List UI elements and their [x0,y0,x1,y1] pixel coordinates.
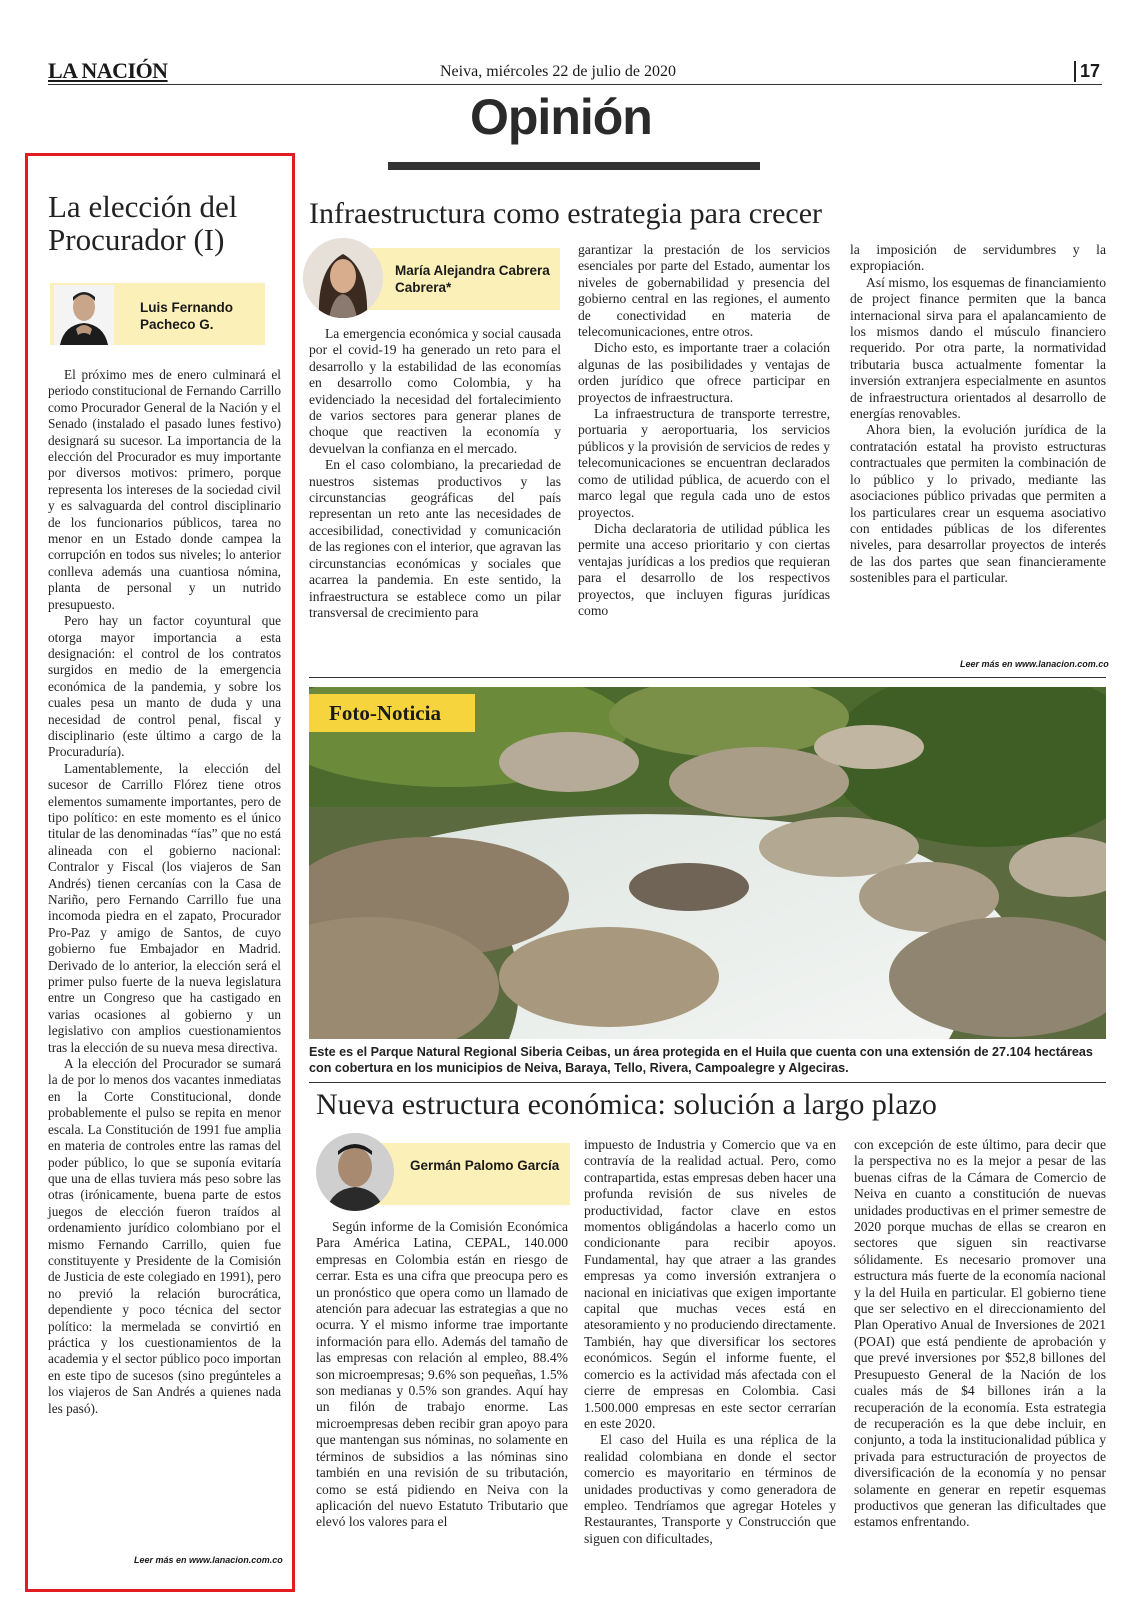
left-article-body [48,367,281,1417]
river-photo [309,687,1106,1039]
foto-noticia-tag: Foto-Noticia [309,694,475,732]
left-article-byline [50,283,265,345]
dateline: Neiva, miércoles 22 de julio de 2020 [440,63,676,80]
paragraph: con excepción de este último, para decir que la perspectiva no es la mejor a pesar de las buenas cifras de la Cámara de Comercio de Neiva en cuanto a constitución de nuevas unidades productivas en el primer semestre de 2020 porque muchas de ellas se crearon en sectores que siguen sin reactivarse sólidamente. Es necesario promover una estructura más fuerte de la economía nacional y la del Huila en particular. El gobierno tiene que ser selectivo en el direccionamiento del Plan Operativo Anual de Inversiones de 2021 (POAI) que está pendiente de aprobación y que prevé inversiones por $52,8 billones del Presupuesto General de la Nación de los cuales más de $4 billones irán a la recuperación de la economía. Esta estrategia de recuperación es la que debe incluir, en conjunto, a toda la institucionalidad pública y privada para estructuración de proyectos de diversificación de la economía y no pensar solamente en generar en repetir esquemas productivos que generan las dificultades que estamos enfrentando. [854,1137,1106,1530]
author-name: Luis Fernando Pacheco G. [140,300,234,332]
bottom-article-col-1 [316,1219,568,1531]
article-divider [309,677,1106,678]
article-divider [309,1082,1106,1083]
page-number: 17 [1074,61,1100,82]
paragraph: garantizar la prestación de los servicios esenciales por parte del Estado, aumentar los niveles de gobernabilidad y presencia del gobierno central en las regiones, el aumento de conectividad en materia de telecomunicaciones, entre otros. [578,242,830,340]
section-underline [388,162,760,170]
paragraph: El caso del Huila es una réplica de la realidad colombiana en donde el sector comercio es mayoritario en términos de unidades productivas y como generadora de empleo. Tendríamos que agregar Hoteles y Restaurantes, Transporte y Construcción que siguen con dificultades, [584,1432,836,1546]
paragraph: Según informe de la Comisión Económica Para América Latina, CEPAL, 140.000 empresas en Colombia están en riesgo de cerrar. Esta es una cifra que preocupa pero es un pronóstico que opera como un llamado de atención para adecuar las estrategias a que no ocurra. Y el mismo informe trae importante información para ello. Además del tamaño de las empresas con relación al empleo, 88.4% son microempresas; 9.6% son pequeñas, 1.5% son medianas y 0.5% son grandes. Aquí hay un filón de trabajo enorme. Las microempresas deben recibir gran apoyo para que mantengan sus nóminas, no solamente en términos de subsidios a las nóminas sino también en una revisión de su tributación, como se está pidiendo en Neiva con la aplicación del nuevo Estatuto Tributario que elevó los valores para el [316,1219,568,1530]
paragraph: la imposición de servidumbres y la expropiación. [850,242,1106,274]
masthead-logo: LA NACIÓN [48,58,168,83]
author-photo [316,1133,394,1211]
paragraph: La infraestructura de transporte terrestre, portuaria y aeroportuaria, los servicios públicos y la provisión de servicios de redes y telecomunicaciones se encuentran declarados como de utilidad pública, de acuerdo con el marco legal que regula cada uno de estos proyectos. [578,406,830,520]
author-name: Germán Palomo García [410,1158,560,1173]
header-rule [48,84,1102,85]
paragraph: Dicha declaratoria de utilidad pública les permite una acceso prioritario y con ciertas ventajas jurídicas a los predios que requieran para el desarrollo de los respectivos proyectos, que incluyen figuras jurídicas como [578,520,830,618]
paragraph: A la elección del Procurador se sumará la de por lo menos dos vacantes inmediatas en la Corte Constitucional, donde probablemente el pulso se repita en menor escala. La Constitución de 1991 fue amplia en materia de controles entre las ramas del poder público, lo que se suponía evitaría que una de ellas tuviera más peso sobre las otras (irónicamente, buena parte de estos juegos de elección fueron traídos al ordenamiento jurídico colombiano por el mismo Fernando Carrillo, quien fue constituyente y Presidente de la Comisión de Justicia de este colegiado en 1991), pero no previó la relación burocrática, dependiente y poco técnica del sector político: la mermelada se convirtió en práctica y los cuestionamientos de la academia y el sector público poco importan en este tipo de sucesos (sino pregúnteles a los viajeros de San Andrés a quienes nada les pasó). [48,1056,281,1416]
read-more-link[interactable]: Leer más en www.lanacion.com.co [960,659,1109,669]
paragraph: Dicho esto, es importante traer a colación algunas de las posibilidades y ventajas de orden jurídico que ofrece participar en proyectos de infraestructura. [578,340,830,405]
bottom-article-col-3 [854,1137,1106,1531]
bottom-article-title: Nueva estructura económica: solución a largo plazo [316,1088,937,1121]
paragraph: impuesto de Industria y Comercio que va en contravía de la realidad actual. Pero, como contrapartida, estas empresas deben hacer una profunda revisión de sus niveles de productividad, factor clave en estos momentos obligándolas a hacerlo como un condicionante para recibir apoyos. Fundamental, hay que atraer a las grandes empresas ya como inversión extranjera o nacional en iniciativas que exigen importante capital que muchas veces está en atesoramiento y no produciendo directamente. También, hay que diversificar los sectores económicos. Según el informe fuente, el comercio es la actividad más afectada con el cierre de empresas en Colombia. Casi 1.500.000 empresas en este sector cerrarían en este 2020. [584,1137,836,1431]
author-photo [303,238,383,318]
author-name: María Alejandra Cabrera Cabrera* [395,263,550,295]
paragraph: Ahora bien, la evolución jurídica de la contratación estatal ha provisto estructuras contractuales que permiten la combinación de lo público y lo privado, mediante las asociaciones público privadas que permiten a los particulares crear un esquema asociativo con entidades públicas de los diferentes niveles, para desarrollar proyectos de interés de las dos partes que sean financieramente sostenibles para el particular. [850,422,1106,586]
read-more-link[interactable]: Leer más en www.lanacion.com.co [134,1555,283,1565]
left-article-title: La elección del Procurador (I) [48,189,238,257]
bottom-article-col-2 [584,1137,836,1547]
paragraph: Pero hay un factor coyuntural que otorga mayor importancia a esta designación: el control de los contratos surgidos en medio de la emergencia económica de la pandemia, y sobre los cuales pesa un manto de duda y una necesidad de control penal, fiscal y disciplinario (este último a cargo de la Procuraduría). [48,613,281,760]
paragraph: La emergencia económica y social causada por el covid-19 ha generado un reto para el desarrollo y la estabilidad de las economías en desarrollo como Colombia, y ha evidenciado la necesidad del fortalecimiento de varios sectores para generar planes de choque que reactiven la economía y devuelvan la confianza en el mercado. [309,326,561,456]
top-article-col-3 [850,242,1106,587]
photo-caption: Este es el Parque Natural Regional Siberia Ceibas, un área protegida en el Huila que cuenta con una extensión de 27.104 hectáreas con cobertura en los municipios de Neiva, Baraya, Tello, Rivera, Campoalegre y Algeciras. [309,1045,1093,1075]
paragraph: El próximo mes de enero culminará el periodo constitucional de Fernando Carrillo como Procurador General de la Nación y el Senado (instalado el pasado lunes festivo) designará su sucesor. La importancia de la elección del Procurador es muy importante por diversos motivos: primero, porque representa los intereses de la sociedad civil y es salvaguarda del control disciplinario de los funcionarios públicos, tarea no menor en un Estado donde campea la corrupción en todos sus niveles; lo anterior conlleva además una cuantiosa nómina, planta de personal y un nutrido presupuesto. [48,367,281,612]
top-article-title: Infraestructura como estrategia para crecer [309,197,823,230]
author-photo [54,285,114,345]
section-title: Opinión [470,89,652,145]
paragraph: Lamentablemente, la elección del sucesor de Carrillo Flórez tiene otros elementos sumamente importantes, pero de tipo político: en este momento es el único titular de las denominadas “ías” que no está alineada con el gobierno nacional: Contralor y Fiscal (los viajeros de San Andrés) tienen cercanías con la Casa de Nariño, pero Fernando Carrillo fue una incomoda piedra en el zapato, Procurador Pro-Paz y amigo de Santos, de cuyo gobierno fue Embajador en Madrid. Derivado de lo anterior, la elección será el primer pulso fuerte de la nueva legislatura entre un Congreso que ha castigado en varias ocasiones al gobierno y un legislativo con amplios cuestionamientos tras la elección de su nueva mesa directiva. [48,760,281,1055]
top-article-col-2 [578,242,830,619]
top-article-col-1 [309,326,561,621]
paragraph: En el caso colombiano, la precariedad de nuestros sistemas productivos y las circunstancias geográficas del país representan un reto ante las necesidades de accesibilidad, conectividad y comunicación de las regiones con el interior, que agravan las circunstancias económicas y sociales que acarrea la pandemia. En este sentido, la infraestructura se establece como un pilar transversal de crecimiento para [309,457,561,620]
paragraph: Así mismo, los esquemas de financiamiento de project finance permiten que la banca internacional sirva para el apalancamiento de los mismos dando el músculo financiero requerido. Por otra parte, la normatividad tributaria busca actualmente fomentar la inversión extranjera especialmente en asuntos de infraestructura orientados al desarrollo de energías renovables. [850,274,1106,422]
